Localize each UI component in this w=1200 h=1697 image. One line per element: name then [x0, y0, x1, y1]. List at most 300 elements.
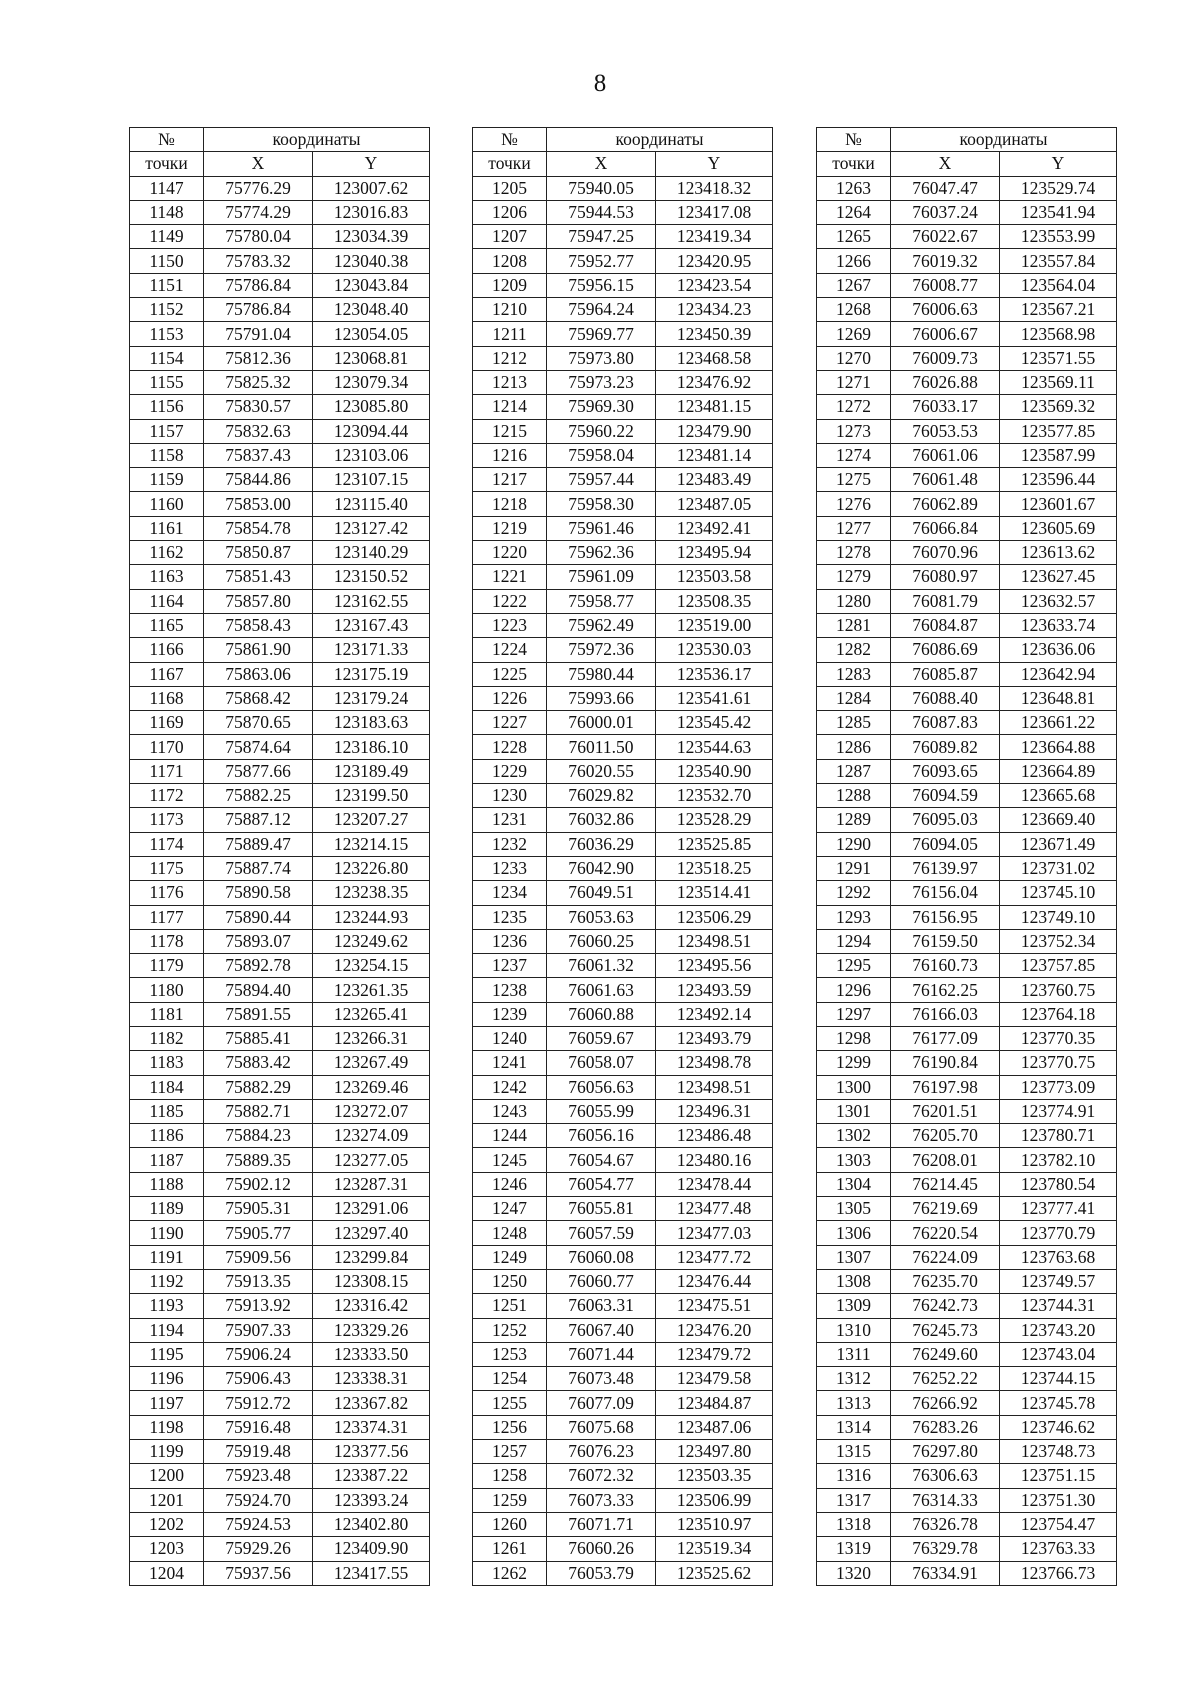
- table-row: [473, 638, 773, 662]
- x-coordinate-cell: 75844.86: [204, 468, 313, 492]
- point-number-cell: 1169: [130, 711, 204, 735]
- point-number-cell: 1280: [817, 589, 891, 613]
- point-number-cell: 1240: [473, 1026, 547, 1050]
- point-number-cell: 1186: [130, 1124, 204, 1148]
- point-number-cell: 1303: [817, 1148, 891, 1172]
- point-number-cell: 1151: [130, 273, 204, 297]
- y-coordinate-cell: 123754.47: [1000, 1512, 1117, 1536]
- y-coordinate-cell: 123596.44: [1000, 468, 1117, 492]
- table-row: [130, 856, 430, 880]
- x-coordinate-cell: 76067.40: [547, 1318, 656, 1342]
- table-row: [130, 929, 430, 953]
- table-row: [817, 954, 1117, 978]
- y-coordinate-cell: 123540.90: [656, 759, 773, 783]
- y-coordinate-cell: 123661.22: [1000, 711, 1117, 735]
- table-row: [817, 346, 1117, 370]
- table-row: [473, 662, 773, 686]
- point-number-cell: 1229: [473, 759, 547, 783]
- point-number-cell: 1161: [130, 516, 204, 540]
- table-row: [473, 1124, 773, 1148]
- table-row: [130, 1245, 430, 1269]
- table-row: [817, 225, 1117, 249]
- point-number-cell: 1233: [473, 856, 547, 880]
- y-coordinate-cell: 123553.99: [1000, 225, 1117, 249]
- table-row: [130, 686, 430, 710]
- x-coordinate-cell: 76166.03: [891, 1002, 1000, 1026]
- y-coordinate-cell: 123374.31: [313, 1415, 430, 1439]
- point-number-cell: 1300: [817, 1075, 891, 1099]
- x-coordinate-cell: 75972.36: [547, 638, 656, 662]
- x-coordinate-cell: 75944.53: [547, 200, 656, 224]
- point-number-cell: 1148: [130, 200, 204, 224]
- table-row: [130, 443, 430, 467]
- y-coordinate-cell: 123636.06: [1000, 638, 1117, 662]
- x-coordinate-cell: 75907.33: [204, 1318, 313, 1342]
- x-coordinate-cell: 75947.25: [547, 225, 656, 249]
- y-coordinate-cell: 123274.09: [313, 1124, 430, 1148]
- point-label-header: точки: [473, 152, 547, 176]
- point-number-cell: 1296: [817, 978, 891, 1002]
- table-row: [473, 1318, 773, 1342]
- point-number-cell: 1319: [817, 1537, 891, 1561]
- table-row: [473, 1172, 773, 1196]
- y-coordinate-cell: 123498.78: [656, 1051, 773, 1075]
- x-coordinate-cell: 76094.05: [891, 832, 1000, 856]
- point-number-cell: 1222: [473, 589, 547, 613]
- point-number-cell: 1257: [473, 1440, 547, 1464]
- page-number: 8: [593, 70, 607, 97]
- table-row: [473, 686, 773, 710]
- x-coordinate-cell: 75913.92: [204, 1294, 313, 1318]
- y-coordinate-cell: 123743.20: [1000, 1318, 1117, 1342]
- point-number-cell: 1159: [130, 468, 204, 492]
- table-row: [130, 346, 430, 370]
- point-number-cell: 1184: [130, 1075, 204, 1099]
- y-coordinate-cell: 123249.62: [313, 929, 430, 953]
- y-coordinate-cell: 123519.00: [656, 613, 773, 637]
- x-coordinate-cell: 76080.97: [891, 565, 1000, 589]
- x-coordinate-cell: 76032.86: [547, 808, 656, 832]
- y-coordinate-cell: 123183.63: [313, 711, 430, 735]
- point-number-cell: 1173: [130, 808, 204, 832]
- x-coordinate-cell: 76019.32: [891, 249, 1000, 273]
- x-coordinate-cell: 76075.68: [547, 1415, 656, 1439]
- y-coordinate-cell: 123171.33: [313, 638, 430, 662]
- y-coordinate-cell: 123567.21: [1000, 298, 1117, 322]
- x-coordinate-cell: 76220.54: [891, 1221, 1000, 1245]
- y-coordinate-cell: 123244.93: [313, 905, 430, 929]
- table-row: [817, 905, 1117, 929]
- point-number-cell: 1162: [130, 541, 204, 565]
- y-coordinate-cell: 123746.62: [1000, 1415, 1117, 1439]
- table-row: [473, 249, 773, 273]
- point-number-cell: 1150: [130, 249, 204, 273]
- table-row: [473, 1294, 773, 1318]
- x-coordinate-cell: 76208.01: [891, 1148, 1000, 1172]
- x-coordinate-cell: 76160.73: [891, 954, 1000, 978]
- point-number-cell: 1273: [817, 419, 891, 443]
- table-body: [473, 176, 773, 1585]
- y-coordinate-cell: 123544.63: [656, 735, 773, 759]
- y-coordinate-cell: 123277.05: [313, 1148, 430, 1172]
- x-coordinate-cell: 75980.44: [547, 662, 656, 686]
- x-coordinate-cell: 75863.06: [204, 662, 313, 686]
- x-coordinate-cell: 75868.42: [204, 686, 313, 710]
- table-row: [817, 516, 1117, 540]
- y-coordinate-cell: 123261.35: [313, 978, 430, 1002]
- y-coordinate-cell: 123487.05: [656, 492, 773, 516]
- y-coordinate-cell: 123525.62: [656, 1561, 773, 1585]
- x-coordinate-cell: 75885.41: [204, 1026, 313, 1050]
- x-coordinate-cell: 76314.33: [891, 1488, 1000, 1512]
- x-coordinate-cell: 75850.87: [204, 541, 313, 565]
- table-row: [130, 1488, 430, 1512]
- y-coordinate-cell: 123777.41: [1000, 1197, 1117, 1221]
- point-number-cell: 1314: [817, 1415, 891, 1439]
- y-coordinate-cell: 123519.34: [656, 1537, 773, 1561]
- table-row: [473, 832, 773, 856]
- point-number-cell: 1237: [473, 954, 547, 978]
- x-coordinate-cell: 75791.04: [204, 322, 313, 346]
- x-coordinate-cell: 76042.90: [547, 856, 656, 880]
- x-coordinate-cell: 76094.59: [891, 784, 1000, 808]
- x-coordinate-cell: 75956.15: [547, 273, 656, 297]
- table-row: [473, 1099, 773, 1123]
- y-coordinate-cell: 123568.98: [1000, 322, 1117, 346]
- table-row: [473, 735, 773, 759]
- x-coordinate-cell: 76139.97: [891, 856, 1000, 880]
- x-coordinate-cell: 76072.32: [547, 1464, 656, 1488]
- x-coordinate-cell: 76162.25: [891, 978, 1000, 1002]
- point-label-header: точки: [817, 152, 891, 176]
- y-header: Y: [1000, 152, 1117, 176]
- x-coordinate-cell: 76057.59: [547, 1221, 656, 1245]
- point-number-cell: 1235: [473, 905, 547, 929]
- y-coordinate-cell: 123291.06: [313, 1197, 430, 1221]
- x-coordinate-cell: 76037.24: [891, 200, 1000, 224]
- x-coordinate-cell: 76056.16: [547, 1124, 656, 1148]
- y-coordinate-cell: 123393.24: [313, 1488, 430, 1512]
- point-number-cell: 1260: [473, 1512, 547, 1536]
- x-coordinate-cell: 76053.79: [547, 1561, 656, 1585]
- table-row: [817, 784, 1117, 808]
- y-coordinate-cell: 123308.15: [313, 1269, 430, 1293]
- table-row: [130, 638, 430, 662]
- point-number-cell: 1232: [473, 832, 547, 856]
- table-row: [130, 1221, 430, 1245]
- y-coordinate-cell: 123367.82: [313, 1391, 430, 1415]
- x-coordinate-cell: 75825.32: [204, 370, 313, 394]
- table-row: [130, 1537, 430, 1561]
- y-coordinate-cell: 123054.05: [313, 322, 430, 346]
- table-row: [130, 711, 430, 735]
- y-coordinate-cell: 123751.15: [1000, 1464, 1117, 1488]
- x-coordinate-cell: 76093.65: [891, 759, 1000, 783]
- table-row: [130, 1099, 430, 1123]
- x-coordinate-cell: 75858.43: [204, 613, 313, 637]
- x-coordinate-cell: 76000.01: [547, 711, 656, 735]
- y-coordinate-cell: 123748.73: [1000, 1440, 1117, 1464]
- y-coordinate-cell: 123763.68: [1000, 1245, 1117, 1269]
- x-coordinate-cell: 76006.67: [891, 322, 1000, 346]
- y-coordinate-cell: 123272.07: [313, 1099, 430, 1123]
- point-number-cell: 1241: [473, 1051, 547, 1075]
- y-coordinate-cell: 123103.06: [313, 443, 430, 467]
- x-coordinate-cell: 75973.80: [547, 346, 656, 370]
- point-number-cell: 1210: [473, 298, 547, 322]
- table-row: [130, 1367, 430, 1391]
- point-number-cell: 1154: [130, 346, 204, 370]
- x-coordinate-cell: 75993.66: [547, 686, 656, 710]
- x-coordinate-cell: 76249.60: [891, 1342, 1000, 1366]
- y-coordinate-cell: 123536.17: [656, 662, 773, 686]
- point-number-cell: 1180: [130, 978, 204, 1002]
- table-row: [473, 1342, 773, 1366]
- point-number-cell: 1188: [130, 1172, 204, 1196]
- point-number-cell: 1214: [473, 395, 547, 419]
- table-row: [130, 954, 430, 978]
- y-coordinate-cell: 123749.10: [1000, 905, 1117, 929]
- x-coordinate-cell: 75969.30: [547, 395, 656, 419]
- table-row: [817, 565, 1117, 589]
- x-coordinate-cell: 76062.89: [891, 492, 1000, 516]
- table-row: [473, 1464, 773, 1488]
- point-number-cell: 1223: [473, 613, 547, 637]
- y-coordinate-cell: 123175.19: [313, 662, 430, 686]
- x-coordinate-cell: 76219.69: [891, 1197, 1000, 1221]
- point-number-cell: 1261: [473, 1537, 547, 1561]
- x-coordinate-cell: 76049.51: [547, 881, 656, 905]
- table-row: [130, 832, 430, 856]
- point-number-cell: 1217: [473, 468, 547, 492]
- y-coordinate-cell: 123478.44: [656, 1172, 773, 1196]
- table-row: [473, 589, 773, 613]
- y-coordinate-cell: 123476.44: [656, 1269, 773, 1293]
- x-coordinate-cell: 76177.09: [891, 1026, 1000, 1050]
- x-coordinate-cell: 76081.79: [891, 589, 1000, 613]
- table-row: [130, 1026, 430, 1050]
- y-coordinate-cell: 123068.81: [313, 346, 430, 370]
- table-row: [817, 1537, 1117, 1561]
- table-row: [817, 200, 1117, 224]
- point-number-cell: 1176: [130, 881, 204, 905]
- table-row: [817, 1391, 1117, 1415]
- table-row: [473, 516, 773, 540]
- y-coordinate-cell: 123476.92: [656, 370, 773, 394]
- x-coordinate-cell: 76061.63: [547, 978, 656, 1002]
- point-number-cell: 1304: [817, 1172, 891, 1196]
- table-row: [130, 468, 430, 492]
- point-number-cell: 1147: [130, 176, 204, 200]
- table-row: [473, 1512, 773, 1536]
- x-coordinate-cell: 75832.63: [204, 419, 313, 443]
- table-row: [473, 759, 773, 783]
- x-coordinate-cell: 76159.50: [891, 929, 1000, 953]
- x-coordinate-cell: 76252.22: [891, 1367, 1000, 1391]
- table-row: [817, 1148, 1117, 1172]
- y-coordinate-cell: 123770.35: [1000, 1026, 1117, 1050]
- x-coordinate-cell: 76156.04: [891, 881, 1000, 905]
- y-coordinate-cell: 123669.40: [1000, 808, 1117, 832]
- y-coordinate-cell: 123632.57: [1000, 589, 1117, 613]
- y-coordinate-cell: 123186.10: [313, 735, 430, 759]
- table-row: [473, 541, 773, 565]
- x-coordinate-cell: 76054.67: [547, 1148, 656, 1172]
- x-coordinate-cell: 76061.48: [891, 468, 1000, 492]
- x-coordinate-cell: 75812.36: [204, 346, 313, 370]
- table-row: [473, 711, 773, 735]
- point-number-cell: 1252: [473, 1318, 547, 1342]
- table-row: [473, 1051, 773, 1075]
- x-header: X: [547, 152, 656, 176]
- point-number-cell: 1283: [817, 662, 891, 686]
- point-number-cell: 1301: [817, 1099, 891, 1123]
- table-row: [130, 492, 430, 516]
- point-number-cell: 1216: [473, 443, 547, 467]
- x-coordinate-cell: 75891.55: [204, 1002, 313, 1026]
- table-row: [817, 589, 1117, 613]
- table-row: [130, 1124, 430, 1148]
- table-row: [473, 1537, 773, 1561]
- x-coordinate-cell: 76011.50: [547, 735, 656, 759]
- point-number-cell: 1202: [130, 1512, 204, 1536]
- point-number-cell: 1313: [817, 1391, 891, 1415]
- y-coordinate-cell: 123496.31: [656, 1099, 773, 1123]
- x-coordinate-cell: 76060.26: [547, 1537, 656, 1561]
- table-body: [817, 176, 1117, 1585]
- point-number-cell: 1166: [130, 638, 204, 662]
- point-number-cell: 1238: [473, 978, 547, 1002]
- y-coordinate-cell: 123127.42: [313, 516, 430, 540]
- table-row: [473, 1245, 773, 1269]
- x-coordinate-cell: 75909.56: [204, 1245, 313, 1269]
- point-number-cell: 1239: [473, 1002, 547, 1026]
- table-row: [130, 662, 430, 686]
- point-number-cell: 1187: [130, 1148, 204, 1172]
- point-number-cell: 1152: [130, 298, 204, 322]
- point-number-cell: 1292: [817, 881, 891, 905]
- point-number-cell: 1271: [817, 370, 891, 394]
- table-row: [130, 1464, 430, 1488]
- x-coordinate-cell: 75892.78: [204, 954, 313, 978]
- x-coordinate-cell: 75924.53: [204, 1512, 313, 1536]
- x-coordinate-cell: 75913.35: [204, 1269, 313, 1293]
- y-coordinate-cell: 123162.55: [313, 589, 430, 613]
- y-coordinate-cell: 123420.95: [656, 249, 773, 273]
- x-coordinate-cell: 76205.70: [891, 1124, 1000, 1148]
- point-number-cell: 1220: [473, 541, 547, 565]
- x-header: X: [204, 152, 313, 176]
- y-coordinate-cell: 123498.51: [656, 929, 773, 953]
- table-row: [817, 1172, 1117, 1196]
- y-coordinate-cell: 123316.42: [313, 1294, 430, 1318]
- point-number-cell: 1318: [817, 1512, 891, 1536]
- table-row: [130, 1391, 430, 1415]
- x-coordinate-cell: 75882.71: [204, 1099, 313, 1123]
- point-number-cell: 1244: [473, 1124, 547, 1148]
- x-coordinate-cell: 76190.84: [891, 1051, 1000, 1075]
- x-coordinate-cell: 75776.29: [204, 176, 313, 200]
- y-coordinate-cell: 123744.31: [1000, 1294, 1117, 1318]
- x-coordinate-cell: 75929.26: [204, 1537, 313, 1561]
- table-row: [130, 1075, 430, 1099]
- table-row: [130, 225, 430, 249]
- point-number-header: №: [473, 128, 547, 152]
- point-number-cell: 1181: [130, 1002, 204, 1026]
- table-row: [817, 1318, 1117, 1342]
- y-coordinate-cell: 123514.41: [656, 881, 773, 905]
- point-number-cell: 1310: [817, 1318, 891, 1342]
- x-coordinate-cell: 75884.23: [204, 1124, 313, 1148]
- point-number-cell: 1209: [473, 273, 547, 297]
- point-number-cell: 1315: [817, 1440, 891, 1464]
- point-number-cell: 1306: [817, 1221, 891, 1245]
- point-number-cell: 1231: [473, 808, 547, 832]
- y-coordinate-cell: 123605.69: [1000, 516, 1117, 540]
- y-coordinate-cell: 123333.50: [313, 1342, 430, 1366]
- y-coordinate-cell: 123664.89: [1000, 759, 1117, 783]
- y-coordinate-cell: 123226.80: [313, 856, 430, 880]
- coordinates-table-1: [129, 127, 430, 1586]
- table-row: [473, 1026, 773, 1050]
- table-row: [817, 638, 1117, 662]
- x-coordinate-cell: 75962.36: [547, 541, 656, 565]
- table-row: [130, 1440, 430, 1464]
- x-coordinate-cell: 76326.78: [891, 1512, 1000, 1536]
- x-coordinate-cell: 76055.81: [547, 1197, 656, 1221]
- point-number-cell: 1149: [130, 225, 204, 249]
- point-label-header: точки: [130, 152, 204, 176]
- x-coordinate-cell: 75973.23: [547, 370, 656, 394]
- table-row: [817, 711, 1117, 735]
- table-row: [817, 1367, 1117, 1391]
- table-row: [817, 808, 1117, 832]
- x-coordinate-cell: 75924.70: [204, 1488, 313, 1512]
- point-number-cell: 1288: [817, 784, 891, 808]
- x-coordinate-cell: 76061.32: [547, 954, 656, 978]
- x-coordinate-cell: 76060.25: [547, 929, 656, 953]
- x-coordinate-cell: 76095.03: [891, 808, 1000, 832]
- point-number-cell: 1281: [817, 613, 891, 637]
- y-coordinate-cell: 123477.03: [656, 1221, 773, 1245]
- y-coordinate-cell: 123671.49: [1000, 832, 1117, 856]
- x-coordinate-cell: 75883.42: [204, 1051, 313, 1075]
- table-row: [817, 1342, 1117, 1366]
- y-coordinate-cell: 123450.39: [656, 322, 773, 346]
- point-number-cell: 1270: [817, 346, 891, 370]
- table-row: [130, 1269, 430, 1293]
- x-coordinate-cell: 76060.88: [547, 1002, 656, 1026]
- point-number-cell: 1267: [817, 273, 891, 297]
- x-coordinate-cell: 75906.24: [204, 1342, 313, 1366]
- y-coordinate-cell: 123329.26: [313, 1318, 430, 1342]
- y-coordinate-cell: 123266.31: [313, 1026, 430, 1050]
- table-row: [817, 1415, 1117, 1439]
- y-coordinate-cell: 123493.59: [656, 978, 773, 1002]
- y-header: Y: [656, 152, 773, 176]
- y-coordinate-cell: 123571.55: [1000, 346, 1117, 370]
- y-coordinate-cell: 123564.04: [1000, 273, 1117, 297]
- table-row: [130, 808, 430, 832]
- point-number-cell: 1308: [817, 1269, 891, 1293]
- x-coordinate-cell: 75889.35: [204, 1148, 313, 1172]
- point-number-cell: 1227: [473, 711, 547, 735]
- x-coordinate-cell: 75957.44: [547, 468, 656, 492]
- point-number-cell: 1183: [130, 1051, 204, 1075]
- point-number-cell: 1251: [473, 1294, 547, 1318]
- y-coordinate-cell: 123016.83: [313, 200, 430, 224]
- y-coordinate-cell: 123780.71: [1000, 1124, 1117, 1148]
